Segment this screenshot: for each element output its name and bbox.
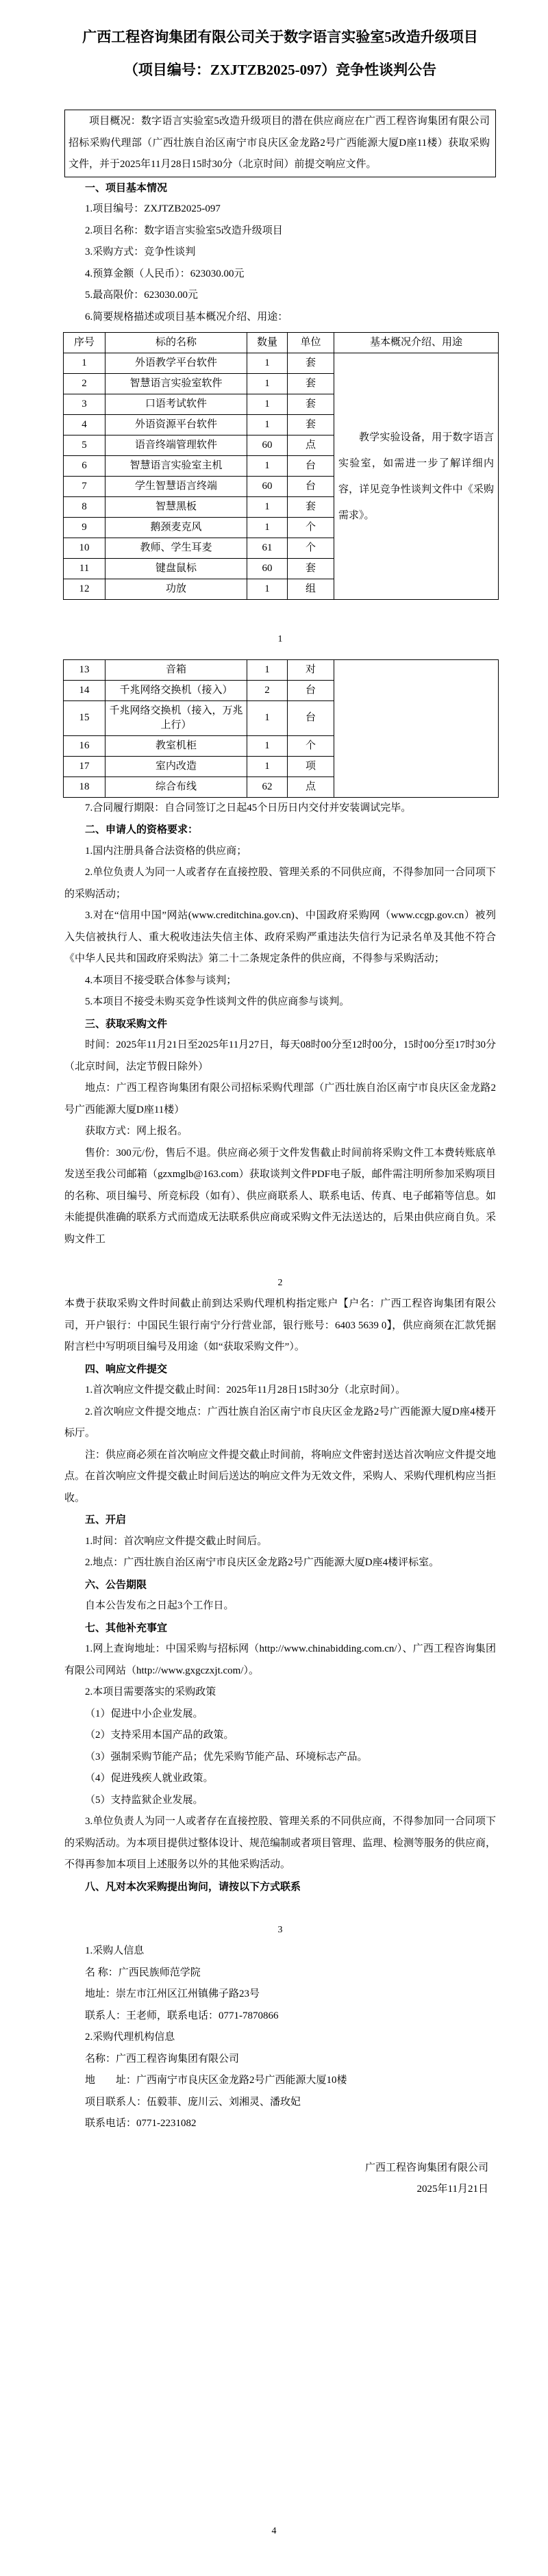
page-number-1: 1 (277, 634, 283, 644)
table-merged-description-cell (334, 353, 499, 600)
page-number-4: 4 (271, 2526, 277, 2536)
table-cell: 外语教学平台软件 (105, 353, 247, 374)
doc-acquisition-method: 获取方式：网上报名。 (85, 1126, 188, 1137)
table-cell: 教室机柜 (105, 735, 247, 756)
policy-item: （2）支持采用本国产品的政策。 (85, 1730, 234, 1741)
project-overview-box (64, 110, 496, 177)
agency-address: 地 址：广西南宁市良庆区金龙路2号广西能源大厦10楼 (85, 2075, 347, 2086)
table-cell: 点 (288, 776, 334, 797)
table-cell: 62 (247, 776, 288, 797)
agency-info-label: 2.采购代理机构信息 (85, 2032, 175, 2043)
qualification-item: 4.本项目不接受联合体参与谈判； (85, 974, 237, 986)
table-cell: 组 (288, 579, 334, 600)
doc-price-paragraph-part1: 售价：300元/份，售后不退。供应商必须于文件发售截止时间前将采购文件工本费转账底单发送至我公司邮箱（gzxmglb@163.com）获取谈判文件PDF电子版，邮件需注明所参加采购项目的名称、项目编号、所竞标段（如有）、供应商联系人、联系电话、传真、电子邮箱等信息。如未能提供准确的联系方式而造成无法联系供应商或采购文件无法送达的，后果由供应商自负。采购文件工 (64, 1147, 497, 1245)
table-cell: 台 (288, 680, 334, 700)
table-cell: 10 (64, 538, 105, 559)
table-cell: 对 (288, 659, 334, 680)
table-cell: 综合布线 (105, 776, 247, 797)
policy-item: （3）强制采购节能产品；优先采购节能产品、环境标志产品。 (85, 1751, 368, 1763)
table-cell: 1 (247, 659, 288, 680)
table-cell: 1 (247, 518, 288, 538)
section4-heading: 四、响应文件提交 (85, 1363, 168, 1375)
section7-heading: 七、其他补充事宜 (85, 1621, 168, 1634)
table-cell: 1 (247, 394, 288, 415)
table-cell: 1 (247, 415, 288, 435)
table-cell: 台 (288, 456, 334, 477)
table-cell: 外语资源平台软件 (105, 415, 247, 435)
col-header-unit: 单位 (288, 333, 334, 353)
table-cell: 台 (288, 477, 334, 497)
table-cell: 61 (247, 538, 288, 559)
opening-time: 1.时间：首次响应文件提交截止时间后。 (85, 1535, 268, 1547)
table-cell: 个 (288, 735, 334, 756)
table-cell: 个 (288, 518, 334, 538)
submission-deadline: 1.首次响应文件提交截止时间：2025年11月28日15时30分（北京时间）。 (85, 1385, 406, 1396)
table-cell: 1 (247, 756, 288, 776)
online-query-address: 1.网上查询地址：中国采购与招标网（http://www.chinabidding.com.cn/）、广西工程咨询集团有限公司网站（http://www.gxgczxjt.com/）。 (64, 1643, 496, 1676)
page-number-3: 3 (277, 1924, 283, 1935)
doc-acquisition-place: 地点：广西工程咨询集团有限公司招标采购代理部（广西壮族自治区南宁市良庆区金龙路2号广西能源大厦D座11楼） (64, 1083, 496, 1115)
contract-period: 7.合同履行期限：自合同签订之日起45个日历日内交付并安装调试完毕。 (85, 802, 412, 813)
buyer-name: 名 称：广西民族师范学院 (85, 1967, 201, 1978)
table-cell: 套 (288, 353, 334, 374)
section6-heading: 六、公告期限 (85, 1578, 147, 1591)
same-principal-rule: 3.单位负责人为同一人或者存在直接控股、管理关系的不同供应商，不得参加同一合同项下的采购活动。为本项目提供过整体设计、规范编制或者项目管理、监理、检测等服务的供应商，不得再参加本项目上述服务以外的其他采购活动。 (64, 1816, 497, 1870)
section8-heading: 八、凡对本次采购提出询问，请按以下方式联系 (85, 1880, 301, 1893)
buyer-contact: 联系人：王老师，联系电话：0771-7870866 (85, 2010, 279, 2021)
buyer-address: 地址：崇左市江州区江州镇佛子路23号 (85, 1988, 260, 1999)
table-cell: 60 (247, 435, 288, 456)
table-cell: 1 (64, 353, 105, 374)
qualification-item: 1.国内注册具备合法资格的供应商； (85, 845, 247, 857)
submission-place: 2.首次响应文件提交地点：广西壮族自治区南宁市良庆区金龙路2号广西能源大厦D座4楼开标厅。 (64, 1406, 496, 1439)
table-cell: 口语考试软件 (105, 394, 247, 415)
procurement-method: 3.采购方式：竞争性谈判 (85, 247, 196, 257)
table-cell: 智慧语言实验室主机 (105, 456, 247, 477)
table-merged-description-cell (334, 659, 499, 797)
table-cell: 学生智慧语言终端 (105, 477, 247, 497)
table-cell: 教师、学生耳麦 (105, 538, 247, 559)
table-cell: 台 (288, 700, 334, 735)
col-header-description: 基本概况介绍、用途 (334, 333, 499, 353)
page-number-2: 2 (277, 1277, 283, 1288)
table-cell: 7 (64, 477, 105, 497)
qualification-item: 5.本项目不接受未购买竞争性谈判文件的供应商参与谈判。 (85, 996, 350, 1007)
table-cell: 18 (64, 776, 105, 797)
price-ceiling: 5.最高限价：623030.00元 (85, 290, 199, 301)
table-cell: 套 (288, 497, 334, 518)
signature-date: 2025年11月21日 (416, 2184, 488, 2195)
table-cell: 音箱 (105, 659, 247, 680)
table-cell: 室内改造 (105, 756, 247, 776)
table-cell: 套 (288, 394, 334, 415)
table-cell: 智慧语言实验室软件 (105, 374, 247, 394)
table-cell: 14 (64, 680, 105, 700)
table-cell: 17 (64, 756, 105, 776)
qualification-item: 3.对在“信用中国”网站(www.creditchina.gov.cn)、中国政府采购网（www.ccgp.gov.cn）被列入失信被执行人、重大税收违法失信主体、政府采购严重违法失信行为记录名单及其他不符合《中华人民共和国政府采购法》第二十二条规定条件的供应商，不得参与采购活动； (64, 910, 496, 964)
project-name: 2.项目名称：数字语言实验室5改造升级项目 (85, 225, 283, 236)
qualification-item: 2.单位负责人为同一人或者存在直接控股、管理关系的不同供应商，不得参加同一合同项下的采购活动； (64, 867, 496, 900)
agency-name: 名称：广西工程咨询集团有限公司 (85, 2053, 240, 2064)
table-cell: 套 (288, 415, 334, 435)
document-title-line2: （项目编号：ZXJTZB2025-097）竞争性谈判公告 (123, 62, 437, 78)
col-header-item-name: 标的名称 (105, 333, 247, 353)
table-cell: 13 (64, 659, 105, 680)
doc-acquisition-time: 时间：2025年11月21日至2025年11月27日，每天08时00分至12时00分，15时00分至17时30分（北京时间，法定节假日除外） (64, 1039, 496, 1072)
table-cell: 套 (288, 559, 334, 579)
col-header-index: 序号 (64, 333, 105, 353)
table-cell: 语音终端管理软件 (105, 435, 247, 456)
buyer-info-label: 1.采购人信息 (85, 1945, 145, 1956)
items-table-page1 (63, 332, 499, 600)
policy-item: （4）促进残疾人就业政策。 (85, 1773, 214, 1784)
table-cell: 键盘鼠标 (105, 559, 247, 579)
table-cell: 6 (64, 456, 105, 477)
section3-heading: 三、获取采购文件 (85, 1018, 168, 1030)
signature-company: 广西工程咨询集团有限公司 (364, 2162, 488, 2173)
table-cell: 功放 (105, 579, 247, 600)
col-header-quantity: 数量 (247, 333, 288, 353)
table-cell: 点 (288, 435, 334, 456)
table-cell: 12 (64, 579, 105, 600)
table-cell: 智慧黑板 (105, 497, 247, 518)
table-cell: 鹅颈麦克风 (105, 518, 247, 538)
table-cell: 千兆网络交换机（接入，万兆上行） (105, 700, 247, 735)
doc-price-paragraph-part2: 本费于获取采购文件时间截止前到达采购代理机构指定账户【户名：广西工程咨询集团有限公司，开户银行：中国民生银行南宁分行营业部，银行账号：6403 5639 0】，供应商须在汇款凭据附言栏中写明项目编号及用途（如“获取采购文件”）。 (64, 1298, 496, 1352)
table-cell: 3 (64, 394, 105, 415)
submission-note: 注：供应商必须在首次响应文件提交截止时间前，将响应文件密封送达首次响应文件提交地点。在首次响应文件提交截止时间后送达的响应文件为无效文件，采购人、采购代理机构应当拒收。 (64, 1449, 497, 1504)
project-number: 1.项目编号：ZXJTZB2025-097 (85, 203, 221, 214)
document-title-line1: 广西工程咨询集团有限公司关于数字语言实验室5改造升级项目 (82, 29, 478, 45)
opening-place: 2.地点：广西壮族自治区南宁市良庆区金龙路2号广西能源大厦D座4楼评标室。 (85, 1557, 440, 1568)
agency-phone: 联系电话：0771-2231082 (85, 2118, 197, 2129)
announcement-period: 自本公告发布之日起3个工作日。 (85, 1600, 234, 1611)
section5-heading: 五、开启 (85, 1514, 127, 1526)
table-cell: 60 (247, 477, 288, 497)
spec-intro-label: 6.简要规格描述或项目基本概况介绍、用途： (85, 311, 288, 323)
project-overview-text: 项目概况：数字语言实验室5改造升级项目的潜在供应商应在广西工程咨询集团有限公司招标采购代理部（广西壮族自治区南宁市良庆区金龙路2号广西能源大厦D座11楼）获取采购文件，并于2025年11月28日15时30分（北京时间）前提交响应文件。 (68, 116, 490, 170)
table-cell: 5 (64, 435, 105, 456)
table-header-row (64, 333, 499, 353)
table-row (64, 659, 499, 680)
table-row (64, 353, 499, 374)
policy-item: （5）支持监狱企业发展。 (85, 1794, 203, 1806)
table-cell: 1 (247, 579, 288, 600)
table-cell: 9 (64, 518, 105, 538)
table-cell: 8 (64, 497, 105, 518)
agency-contact-persons: 项目联系人：伍毅菲、庞川云、刘湘灵、潘玫妃 (85, 2096, 301, 2108)
table-cell: 1 (247, 700, 288, 735)
table-cell: 16 (64, 735, 105, 756)
table-cell: 1 (247, 374, 288, 394)
table-cell: 千兆网络交换机（接入） (105, 680, 247, 700)
table-cell: 2 (247, 680, 288, 700)
table-cell: 4 (64, 415, 105, 435)
items-table-page2 (63, 659, 499, 798)
table-merged-description-text: 教学实验设备，用于数字语言实验室，如需进一步了解详细内容，详见竞争性谈判文件中《采购需求》。 (338, 431, 494, 521)
table-cell: 项 (288, 756, 334, 776)
table-cell: 11 (64, 559, 105, 579)
table-cell: 60 (247, 559, 288, 579)
table-cell: 1 (247, 497, 288, 518)
table-cell: 个 (288, 538, 334, 559)
table-cell: 15 (64, 700, 105, 735)
policy-intro: 2.本项目需要落实的采购政策 (85, 1687, 216, 1697)
table-cell: 2 (64, 374, 105, 394)
table-cell: 套 (288, 374, 334, 394)
section1-heading: 一、项目基本情况 (85, 181, 168, 194)
table-cell: 1 (247, 735, 288, 756)
table-cell: 1 (247, 353, 288, 374)
budget-amount: 4.预算金额（人民币）：623030.00元 (85, 268, 245, 279)
section2-heading: 二、申请人的资格要求： (85, 824, 199, 835)
policy-item: （1）促进中小企业发展。 (85, 1708, 203, 1719)
table-cell: 1 (247, 456, 288, 477)
